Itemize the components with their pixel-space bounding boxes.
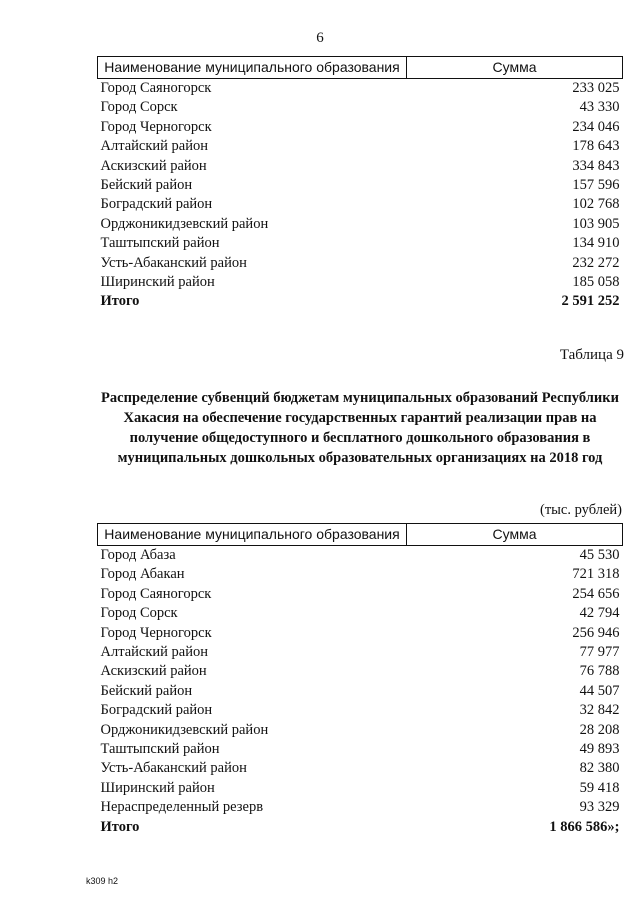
amount-value: 254 656 bbox=[572, 585, 620, 602]
amount-value: 185 058 bbox=[572, 274, 620, 291]
municipality-name: Боградский район bbox=[100, 196, 213, 213]
municipality-name: Аскизский район bbox=[100, 663, 207, 680]
table-row bbox=[98, 624, 623, 643]
amount-value: 82 380 bbox=[579, 760, 620, 777]
table-row bbox=[98, 701, 623, 720]
table-row bbox=[98, 176, 623, 195]
table-row bbox=[98, 740, 623, 759]
total-amount: 1 866 586»; bbox=[549, 818, 620, 835]
municipality-name: Бейский район bbox=[100, 177, 193, 194]
table-body bbox=[98, 546, 623, 818]
table-row bbox=[98, 98, 623, 117]
amount-value: 93 329 bbox=[579, 799, 620, 816]
amount-value: 59 418 bbox=[579, 779, 620, 796]
table-number-label: Таблица 9 bbox=[559, 347, 624, 363]
table-row bbox=[98, 157, 623, 176]
municipality-name: Аскизский район bbox=[100, 157, 207, 174]
municipality-name: Город Абаза bbox=[100, 547, 176, 563]
total-label: Итого bbox=[100, 293, 140, 310]
table-row bbox=[98, 798, 623, 817]
municipality-name: Город Сорск bbox=[100, 99, 178, 116]
table-row bbox=[98, 215, 623, 234]
table-row bbox=[98, 137, 623, 156]
amount-value: 77 977 bbox=[579, 644, 620, 661]
table-row bbox=[98, 195, 623, 214]
amount-value: 334 843 bbox=[572, 157, 620, 174]
table-row bbox=[98, 254, 623, 273]
header-sum-column: Сумма bbox=[407, 524, 623, 546]
budget-table-previous bbox=[97, 56, 623, 312]
units-label: (тыс. рублей) bbox=[540, 502, 622, 518]
header-name-column: Наименование муниципального образования bbox=[98, 57, 407, 79]
amount-value: 256 946 bbox=[572, 624, 620, 641]
amount-value: 32 842 bbox=[579, 702, 620, 719]
page-number: 6 bbox=[316, 30, 324, 46]
amount-value: 28 208 bbox=[579, 721, 620, 738]
municipality-name: Таштыпский район bbox=[100, 235, 220, 252]
municipality-name: Нераспределенный резерв bbox=[100, 799, 264, 816]
table-title: Распределение субвенций бюджетам муниципальных образований Республики Хакасия на обеспечение государственных гарантий реализации прав на получение общедоступного и бесплатного дошкольного образования в муниципальных дошкольных образовательных организациях на 2018 год bbox=[101, 390, 619, 466]
table-row bbox=[98, 273, 623, 292]
amount-value: 103 905 bbox=[572, 215, 620, 232]
municipality-name: Таштыпский район bbox=[100, 741, 220, 758]
municipality-name: Алтайский район bbox=[100, 138, 208, 155]
table-row bbox=[98, 604, 623, 623]
municipality-name: Город Абакан bbox=[100, 566, 185, 583]
table-row bbox=[98, 643, 623, 662]
municipality-name: Орджоникидзевский район bbox=[100, 215, 269, 232]
amount-value: 233 025 bbox=[572, 80, 620, 96]
municipality-name: Усть-Абаканский район bbox=[100, 254, 247, 271]
table-row bbox=[98, 759, 623, 778]
table-row bbox=[98, 682, 623, 701]
header-sum-column: Сумма bbox=[407, 57, 623, 79]
municipality-name: Город Черногорск bbox=[100, 624, 212, 641]
amount-value: 45 530 bbox=[579, 547, 620, 563]
municipality-name: Город Черногорск bbox=[100, 118, 212, 135]
municipality-name: Алтайский район bbox=[100, 644, 208, 661]
table-row bbox=[98, 662, 623, 681]
amount-value: 42 794 bbox=[579, 605, 620, 622]
table-row bbox=[98, 546, 623, 566]
table-row bbox=[98, 721, 623, 740]
table-row bbox=[98, 585, 623, 604]
amount-value: 43 330 bbox=[579, 99, 620, 116]
amount-value: 232 272 bbox=[572, 254, 620, 271]
total-amount: 2 591 252 bbox=[561, 293, 620, 310]
table-header-row bbox=[98, 524, 623, 546]
total-row bbox=[98, 818, 623, 837]
table-header-row bbox=[98, 57, 623, 79]
table-row bbox=[98, 118, 623, 137]
amount-value: 76 788 bbox=[579, 663, 620, 680]
municipality-name: Город Сорск bbox=[100, 605, 178, 622]
municipality-name: Ширинский район bbox=[100, 274, 215, 291]
municipality-name: Боградский район bbox=[100, 702, 213, 719]
table-row bbox=[98, 779, 623, 798]
municipality-name: Город Саяногорск bbox=[100, 80, 212, 96]
budget-table-9 bbox=[97, 523, 623, 837]
municipality-name: Усть-Абаканский район bbox=[100, 760, 247, 777]
amount-value: 102 768 bbox=[572, 196, 620, 213]
municipality-name: Бейский район bbox=[100, 682, 193, 699]
amount-value: 157 596 bbox=[572, 177, 620, 194]
table-row bbox=[98, 565, 623, 584]
amount-value: 44 507 bbox=[579, 682, 620, 699]
amount-value: 234 046 bbox=[572, 118, 620, 135]
amount-value: 721 318 bbox=[572, 566, 620, 583]
table-body bbox=[98, 79, 623, 293]
amount-value: 178 643 bbox=[572, 138, 620, 155]
amount-value: 49 893 bbox=[579, 741, 620, 758]
table-row bbox=[98, 79, 623, 99]
municipality-name: Ширинский район bbox=[100, 779, 215, 796]
footer-code: k309 h2 bbox=[86, 876, 119, 886]
amount-value: 134 910 bbox=[572, 235, 620, 252]
municipality-name: Орджоникидзевский район bbox=[100, 721, 269, 738]
total-row bbox=[98, 292, 623, 311]
municipality-name: Город Саяногорск bbox=[100, 585, 212, 602]
header-name-column: Наименование муниципального образования bbox=[98, 524, 407, 546]
table-row bbox=[98, 234, 623, 253]
total-label: Итого bbox=[100, 818, 140, 835]
